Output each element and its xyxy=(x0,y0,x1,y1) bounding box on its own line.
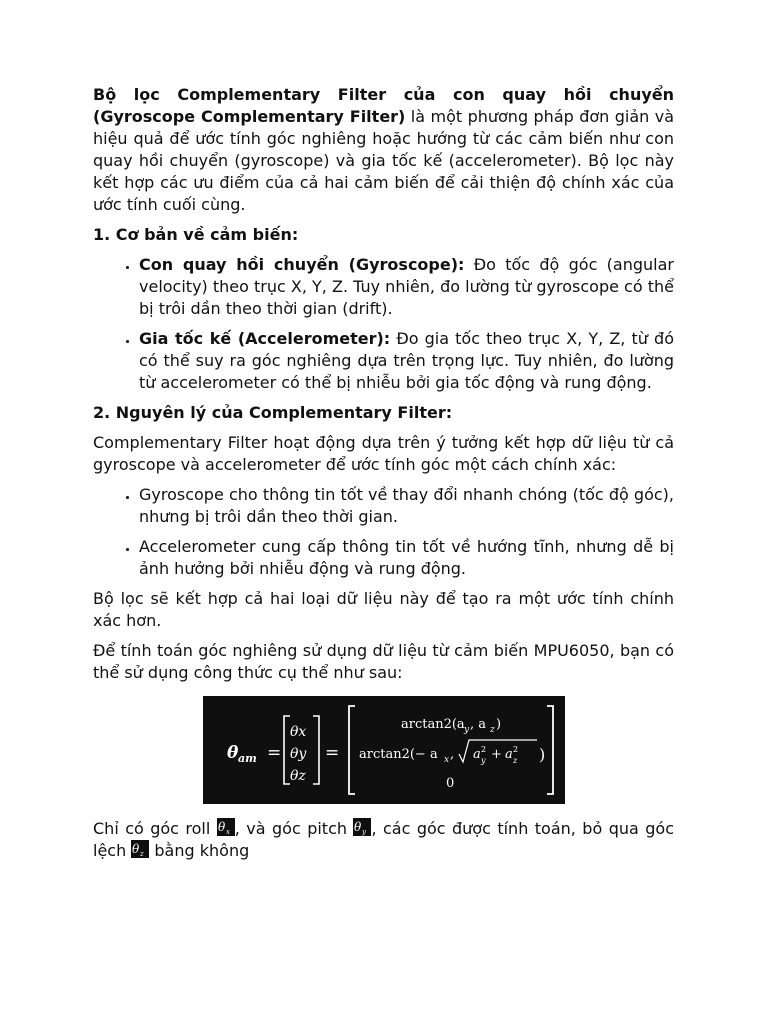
svg-text:, a: , a xyxy=(469,717,486,732)
sensor-list xyxy=(93,254,674,394)
intro-text: là một phương pháp đơn giản và hiệu quả để ước tính góc nghiêng hoặc hướng từ các cảm biến như con quay hồi chuyển (gyroscope) và gia tốc kế (accelerometer). Bộ lọc này kết hợp các ưu điểm của cả hai cảm biến để cải thiện độ chính xác của ước tính cuối cùng. xyxy=(93,107,674,214)
closing-text-4: bằng không xyxy=(149,841,250,860)
list-item: • Gyroscope cho thông tin tốt về thay đổi nhanh chóng (tốc độ góc), nhưng bị trôi dần theo thời gian. xyxy=(139,484,674,528)
svg-text:+: + xyxy=(490,747,502,762)
theta-y-symbol xyxy=(353,818,371,836)
list-item-accelerometer xyxy=(139,328,674,394)
document-content xyxy=(93,84,674,870)
gyroscope-desc: Đo tốc độ góc (angular velocity) theo trục X, Y, Z. Tuy nhiên, đo lường từ gyroscope có thể bị trôi dần theo thời gian (drift). xyxy=(139,255,674,318)
svg-text:2: 2 xyxy=(512,745,518,754)
vector-theta-z: θz xyxy=(289,768,306,784)
vector-theta-x: θx xyxy=(289,724,306,740)
closing-text-3: , các góc được tính toán, bỏ qua góc lệch xyxy=(93,819,674,860)
formula-image xyxy=(203,696,565,804)
formula-lhs-sub: am xyxy=(237,752,257,765)
svg-text:=: = xyxy=(266,743,281,763)
svg-text:a: a xyxy=(504,747,513,762)
svg-text:θ: θ xyxy=(354,820,362,834)
intro-bold: Bộ lọc Complementary Filter của con quay hồi chuyển (Gyroscope Complementary Filter) xyxy=(93,85,674,126)
section-2-heading: 2. Nguyên lý của Complementary Filter: xyxy=(93,403,453,422)
svg-text:x: x xyxy=(225,828,230,836)
gyroscope-term: Con quay hồi chuyển (Gyroscope): xyxy=(139,255,465,274)
theta-x-symbol xyxy=(217,818,235,836)
svg-text:y: y xyxy=(480,756,486,765)
svg-text:a: a xyxy=(472,747,481,762)
svg-text:y: y xyxy=(362,828,367,836)
list-item: • Accelerometer cung cấp thông tin tốt về hướng tĩnh, nhưng dễ bị ảnh hưởng bởi nhiễu động và rung động. xyxy=(139,536,674,580)
svg-text:z: z xyxy=(140,850,145,858)
formula-row-2: arctan2(− a xyxy=(358,747,438,762)
principle-list xyxy=(93,484,674,580)
accelerometer-desc: Đo gia tốc theo trục X, Y, Z, từ đó có thể suy ra góc nghiêng dựa trên trọng lực. Tuy nhiên, đo lường từ accelerometer có thể bị nhiễu bởi gia tốc động và rung động. xyxy=(139,329,674,392)
formula-row-3: 0 xyxy=(445,776,454,791)
svg-text:2: 2 xyxy=(480,745,486,754)
closing-text-1: Chỉ có góc roll xyxy=(93,819,217,838)
svg-text:y: y xyxy=(463,725,469,735)
svg-text:z: z xyxy=(489,725,495,735)
svg-text:): ) xyxy=(495,717,501,732)
formula-block xyxy=(93,696,674,804)
formula-lhs: θ xyxy=(226,743,238,763)
closing-paragraph xyxy=(93,818,674,862)
section-1-heading: 1. Cơ bản về cảm biến: xyxy=(93,225,299,244)
svg-text:=: = xyxy=(324,743,339,763)
principle-paragraph: Complementary Filter hoạt động dựa trên ý tưởng kết hợp dữ liệu từ cả gyroscope và accelerometer để ước tính góc một cách chính xác: xyxy=(93,433,674,474)
formula-row-1: arctan2(a xyxy=(400,717,465,732)
vector-theta-y: θy xyxy=(289,746,306,762)
svg-text:x: x xyxy=(443,755,449,765)
combine-paragraph: Bộ lọc sẽ kết hợp cả hai loại dữ liệu này để tạo ra một ước tính chính xác hơn. xyxy=(93,589,674,630)
svg-text:): ) xyxy=(538,745,545,764)
closing-text-2: , và góc pitch xyxy=(234,819,354,838)
list-item-gyroscope xyxy=(139,254,674,320)
intro-paragraph xyxy=(93,84,674,216)
svg-text:θ: θ xyxy=(132,842,140,856)
accelerometer-term: Gia tốc kế (Accelerometer): xyxy=(139,329,391,348)
svg-text:,: , xyxy=(449,747,454,762)
svg-text:θ: θ xyxy=(217,820,225,834)
svg-text:z: z xyxy=(512,756,517,765)
theta-z-symbol xyxy=(131,840,149,858)
formula-intro-paragraph: Để tính toán góc nghiêng sử dụng dữ liệu từ cảm biến MPU6050, bạn có thể sử dụng công thức cụ thể như sau: xyxy=(93,641,674,682)
